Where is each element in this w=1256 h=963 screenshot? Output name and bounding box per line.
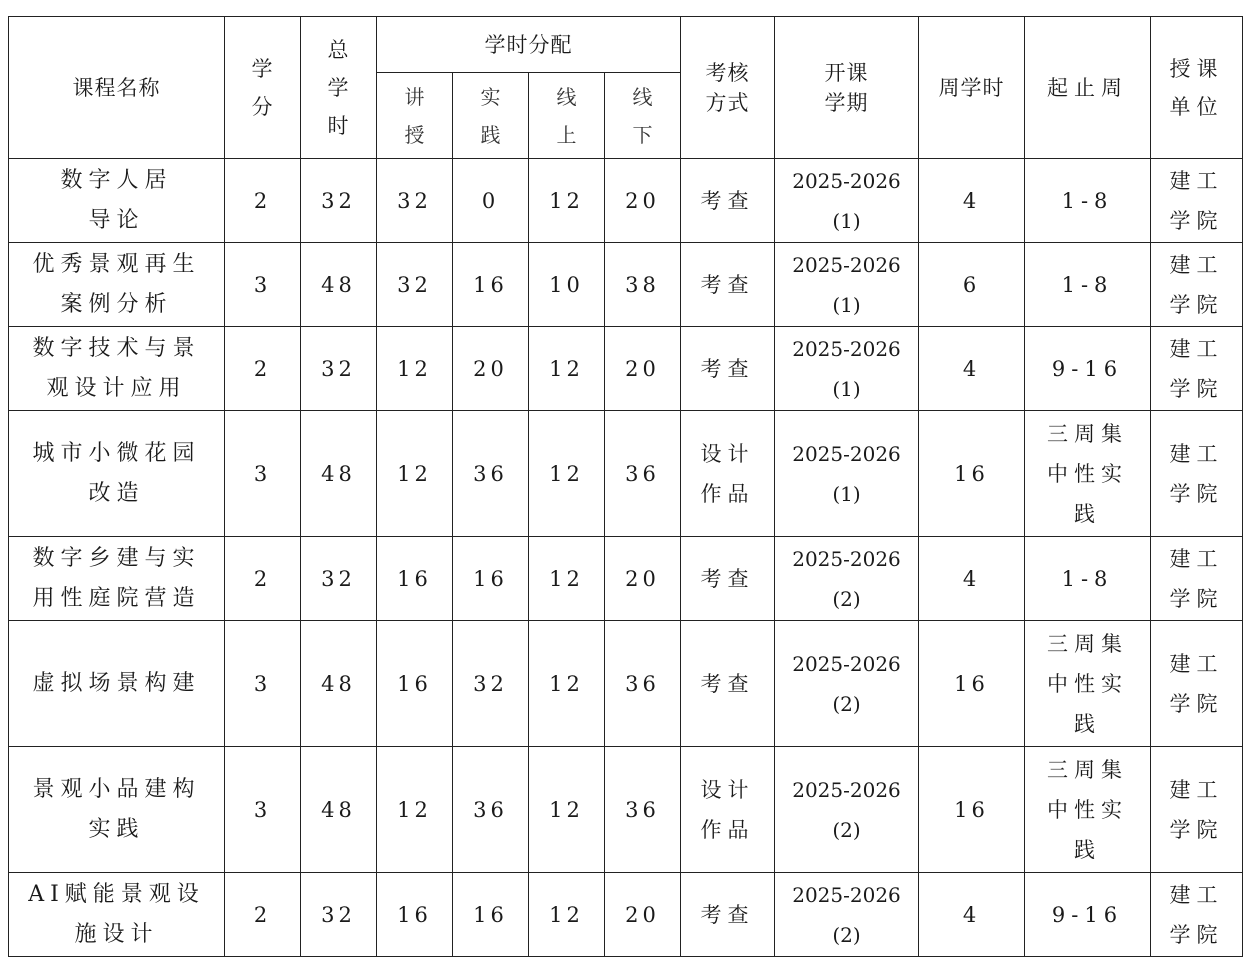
semester-cell: 2025-2026 (1) <box>775 243 919 327</box>
assessment-cell: 考查 <box>681 537 775 621</box>
lecture-cell: 12 <box>377 327 453 411</box>
unit-cell: 建工 学院 <box>1151 243 1243 327</box>
course-name-cell: 城市小微花园 改造 <box>9 411 225 537</box>
total-hours-cell: 48 <box>301 747 377 873</box>
unit-cell: 建工 学院 <box>1151 621 1243 747</box>
header-course-name: 课程名称 <box>9 17 225 159</box>
weeks-cell: 1-8 <box>1025 537 1151 621</box>
online-cell: 12 <box>529 747 605 873</box>
lecture-cell: 16 <box>377 873 453 957</box>
total-hours-cell: 48 <box>301 411 377 537</box>
weeks-cell: 9-16 <box>1025 873 1151 957</box>
weekly-hours-cell: 4 <box>919 159 1025 243</box>
online-cell: 12 <box>529 873 605 957</box>
weekly-hours-cell: 4 <box>919 873 1025 957</box>
weekly-hours-cell: 4 <box>919 327 1025 411</box>
semester-cell: 2025-2026 (1) <box>775 411 919 537</box>
header-total-hours: 总 学 时 <box>301 17 377 159</box>
table-row <box>9 537 1243 621</box>
online-cell: 12 <box>529 411 605 537</box>
assessment-cell: 考查 <box>681 873 775 957</box>
total-hours-cell: 32 <box>301 327 377 411</box>
weeks-cell: 三周集 中性实 践 <box>1025 747 1151 873</box>
table-row <box>9 243 1243 327</box>
credit-cell: 2 <box>225 537 301 621</box>
online-cell: 12 <box>529 327 605 411</box>
offline-cell: 36 <box>605 747 681 873</box>
semester-cell: 2025-2026 (2) <box>775 537 919 621</box>
online-cell: 10 <box>529 243 605 327</box>
assessment-cell: 考查 <box>681 243 775 327</box>
practice-cell: 36 <box>453 747 529 873</box>
weeks-cell: 三周集 中性实 践 <box>1025 411 1151 537</box>
offline-cell: 36 <box>605 411 681 537</box>
header-semester: 开课 学期 <box>775 17 919 159</box>
practice-cell: 36 <box>453 411 529 537</box>
table-row <box>9 327 1243 411</box>
weeks-cell: 1-8 <box>1025 243 1151 327</box>
practice-cell: 0 <box>453 159 529 243</box>
header-unit: 授课 单位 <box>1151 17 1243 159</box>
unit-cell: 建工 学院 <box>1151 411 1243 537</box>
credit-cell: 3 <box>225 411 301 537</box>
total-hours-cell: 32 <box>301 537 377 621</box>
weekly-hours-cell: 16 <box>919 747 1025 873</box>
total-hours-cell: 48 <box>301 621 377 747</box>
header-weekly-hours: 周学时 <box>919 17 1025 159</box>
offline-cell: 38 <box>605 243 681 327</box>
credit-cell: 2 <box>225 159 301 243</box>
header-weeks: 起止周 <box>1025 17 1151 159</box>
total-hours-cell: 48 <box>301 243 377 327</box>
credit-cell: 2 <box>225 327 301 411</box>
course-schedule-table <box>8 16 1243 957</box>
header-hours-allocation: 学时分配 <box>377 17 681 73</box>
weeks-cell: 三周集 中性实 践 <box>1025 621 1151 747</box>
practice-cell: 32 <box>453 621 529 747</box>
semester-cell: 2025-2026 (2) <box>775 873 919 957</box>
semester-cell: 2025-2026 (2) <box>775 621 919 747</box>
weeks-cell: 9-16 <box>1025 327 1151 411</box>
practice-cell: 16 <box>453 873 529 957</box>
credit-cell: 3 <box>225 747 301 873</box>
offline-cell: 20 <box>605 537 681 621</box>
credit-cell: 3 <box>225 621 301 747</box>
online-cell: 12 <box>529 159 605 243</box>
unit-cell: 建工 学院 <box>1151 747 1243 873</box>
weekly-hours-cell: 4 <box>919 537 1025 621</box>
lecture-cell: 32 <box>377 243 453 327</box>
weekly-hours-cell: 6 <box>919 243 1025 327</box>
practice-cell: 16 <box>453 243 529 327</box>
practice-cell: 16 <box>453 537 529 621</box>
course-name-cell: 优秀景观再生 案例分析 <box>9 243 225 327</box>
table-body <box>9 159 1243 957</box>
offline-cell: 20 <box>605 327 681 411</box>
course-name-cell: 数字技术与景 观设计应用 <box>9 327 225 411</box>
assessment-cell: 设计 作品 <box>681 747 775 873</box>
weeks-cell: 1-8 <box>1025 159 1151 243</box>
semester-cell: 2025-2026 (2) <box>775 747 919 873</box>
assessment-cell: 考查 <box>681 159 775 243</box>
header-assessment: 考核 方式 <box>681 17 775 159</box>
assessment-cell: 考查 <box>681 327 775 411</box>
header-credit: 学 分 <box>225 17 301 159</box>
table-row <box>9 621 1243 747</box>
unit-cell: 建工 学院 <box>1151 159 1243 243</box>
lecture-cell: 16 <box>377 537 453 621</box>
assessment-cell: 设计 作品 <box>681 411 775 537</box>
header-lecture: 讲 授 <box>377 73 453 159</box>
course-name-cell: 景观小品建构 实践 <box>9 747 225 873</box>
semester-cell: 2025-2026 (1) <box>775 159 919 243</box>
table-header <box>9 17 1243 159</box>
lecture-cell: 16 <box>377 621 453 747</box>
practice-cell: 20 <box>453 327 529 411</box>
offline-cell: 20 <box>605 159 681 243</box>
unit-cell: 建工 学院 <box>1151 327 1243 411</box>
online-cell: 12 <box>529 621 605 747</box>
semester-cell: 2025-2026 (1) <box>775 327 919 411</box>
unit-cell: 建工 学院 <box>1151 537 1243 621</box>
header-online: 线 上 <box>529 73 605 159</box>
lecture-cell: 12 <box>377 747 453 873</box>
lecture-cell: 12 <box>377 411 453 537</box>
table-row <box>9 747 1243 873</box>
total-hours-cell: 32 <box>301 873 377 957</box>
lecture-cell: 32 <box>377 159 453 243</box>
unit-cell: 建工 学院 <box>1151 873 1243 957</box>
table-row <box>9 411 1243 537</box>
course-name-cell: 虚拟场景构建 <box>9 621 225 747</box>
weekly-hours-cell: 16 <box>919 411 1025 537</box>
course-name-cell: 数字人居 导论 <box>9 159 225 243</box>
weekly-hours-cell: 16 <box>919 621 1025 747</box>
course-name-cell: AI赋能景观设 施设计 <box>9 873 225 957</box>
credit-cell: 3 <box>225 243 301 327</box>
table-row <box>9 159 1243 243</box>
online-cell: 12 <box>529 537 605 621</box>
table-row <box>9 873 1243 957</box>
offline-cell: 20 <box>605 873 681 957</box>
offline-cell: 36 <box>605 621 681 747</box>
header-practice: 实 践 <box>453 73 529 159</box>
total-hours-cell: 32 <box>301 159 377 243</box>
credit-cell: 2 <box>225 873 301 957</box>
course-name-cell: 数字乡建与实 用性庭院营造 <box>9 537 225 621</box>
assessment-cell: 考查 <box>681 621 775 747</box>
header-offline: 线 下 <box>605 73 681 159</box>
